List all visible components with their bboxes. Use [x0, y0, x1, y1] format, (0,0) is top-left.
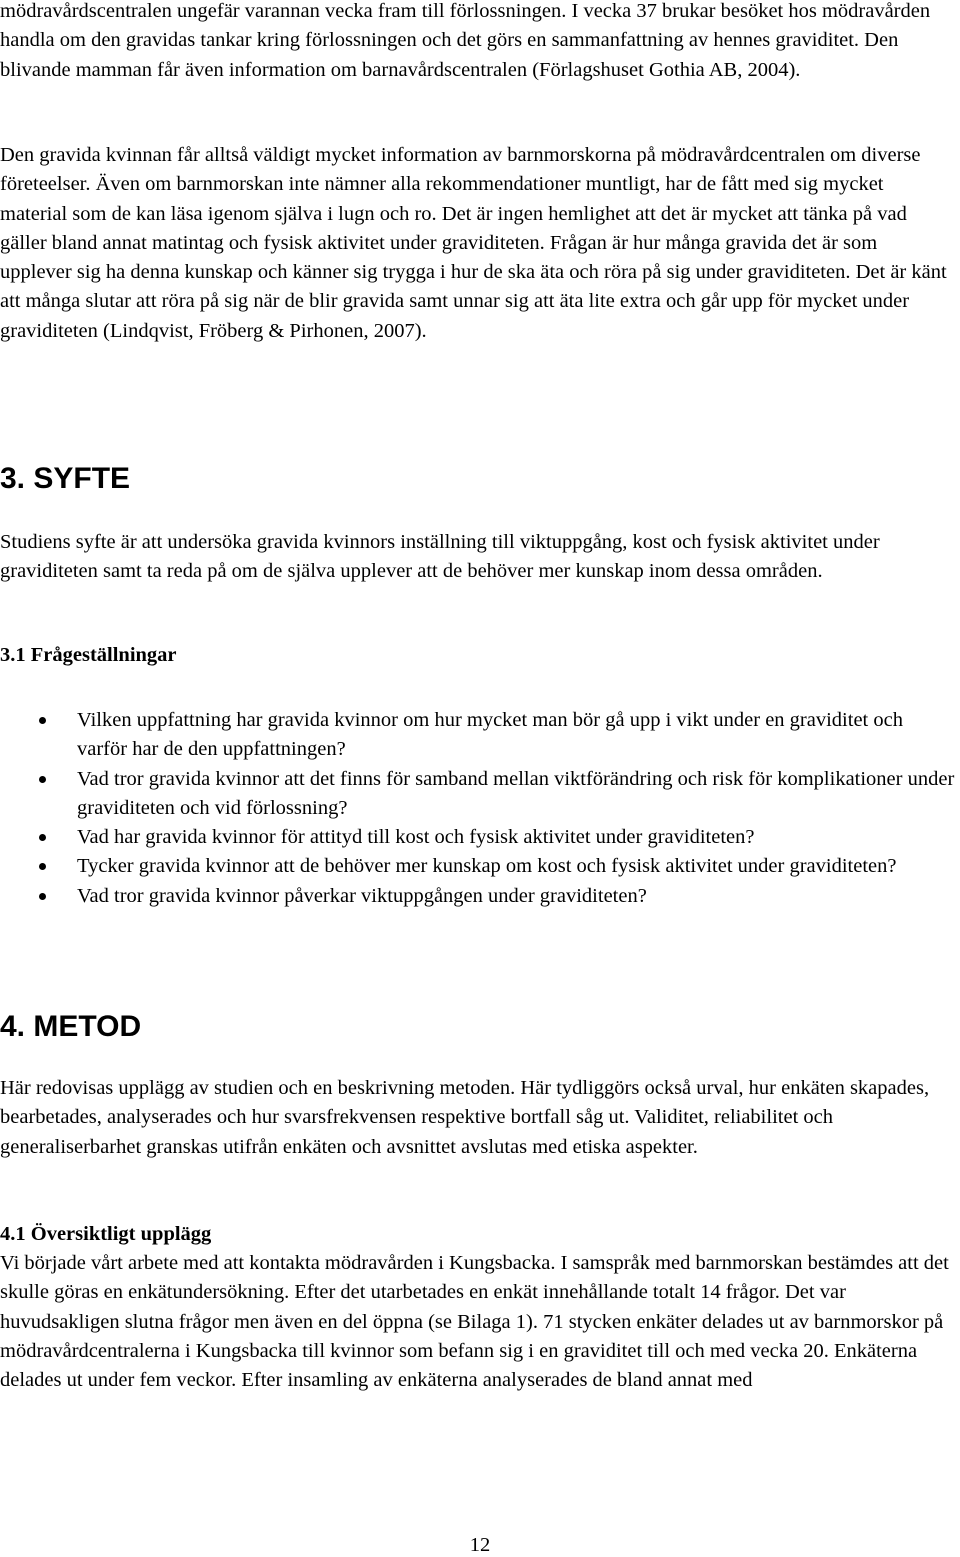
- list-item: Vad tror gravida kvinnor att det finns för samband mellan viktförändring och risk för komplikationer under graviditeten och vid förlossning?: [0, 765, 955, 824]
- list-item: Vilken uppfattning har gravida kvinnor om hur mycket man bör gå upp i vikt under en graviditet och varför har de den uppfattningen?: [0, 706, 955, 765]
- bullet-icon: [39, 776, 46, 783]
- research-questions-list: [0, 706, 955, 911]
- bullet-icon: [39, 717, 46, 724]
- page-number: 12: [469, 1534, 491, 1556]
- bullet-icon: [39, 834, 46, 841]
- bullet-icon: [39, 863, 46, 870]
- section-4-body: Här redovisas upplägg av studien och en beskrivning metoden. Här tydliggörs också urval, hur enkäten skapades, bearbetades, analyserades och hur svarsfrekvensen respektive bortfall såg ut. Validitet, reliabilitet och generaliserbarhet granskas utifrån enkäten och avsnittet avslutas med etiska aspekter.: [0, 1077, 930, 1158]
- list-item: Tycker gravida kvinnor att de behöver mer kunskap om kost och fysisk aktivitet under graviditeten?: [0, 852, 955, 881]
- section-4-1-body: Vi började vårt arbete med att kontakta mödravården i Kungsbacka. I samspråk med barnmorskan bestämdes att det skulle göras en enkätundersökning. Efter det utarbetades en enkät innehållande totalt 14 frågor. Det var huvudsakligen slutna frågor men även en del öppna (se Bilaga 1). 71 stycken enkäter delades ut av barnmorskor på mödravårdcentralerna i Kungsbacka till kvinnor som befann sig i en graviditet till och med vecka 20. Enkäterna delades ut under fem veckor. Efter insamling av enkäterna analyserades de bland annat med: [0, 1252, 949, 1392]
- list-item: Vad har gravida kvinnor för attityd till kost och fysisk aktivitet under graviditeten?: [0, 823, 955, 852]
- section-4-heading: 4. METOD: [0, 1010, 142, 1043]
- list-item: Vad tror gravida kvinnor påverkar viktuppgången under graviditeten?: [0, 882, 955, 911]
- section-3-body: Studiens syfte är att undersöka gravida kvinnors inställning till viktuppgång, kost och fysisk aktivitet under graviditeten samt ta reda på om de själva upplever att de behöver mer kunskap inom dessa områden.: [0, 531, 880, 583]
- intro-paragraph-1: mödravårdscentralen ungefär varannan vecka fram till förlossningen. I vecka 37 brukar besöket hos mödravården handla om den gravidas tankar kring förlossningen och det görs en sammanfattning av hennes graviditet. Den blivande mamman får även information om barnavårdscentralen (Förlagshuset Gothia AB, 2004).: [0, 0, 931, 81]
- section-4-1-heading: 4.1 Översiktligt upplägg: [0, 1223, 212, 1245]
- bullet-icon: [39, 893, 46, 900]
- intro-paragraph-2: Den gravida kvinnan får alltså väldigt mycket information av barnmorskorna på mödravårdcentralen om diverse företeelser. Även om barnmorskan inte nämner alla rekommendationer muntligt, har de fått med sig mycket material som de kan läsa igenom själva i lugn och ro. Det är ingen hemlighet att det är mycket att tänka på vad gäller bland annat matintag och fysisk aktivitet under graviditeten. Frågan är hur många gravida det är som upplever sig ha denna kunskap och känner sig trygga i hur de ska äta och röra på sig under graviditeten. Det är känt att många slutar att röra på sig när de blir gravida samt unnar sig att äta lite extra och går upp för mycket under graviditeten (Lindqvist, Fröberg & Pirhonen, 2007).: [0, 144, 947, 342]
- section-3-1-heading: 3.1 Frågeställningar: [0, 644, 177, 666]
- section-3-heading: 3. SYFTE: [0, 462, 131, 495]
